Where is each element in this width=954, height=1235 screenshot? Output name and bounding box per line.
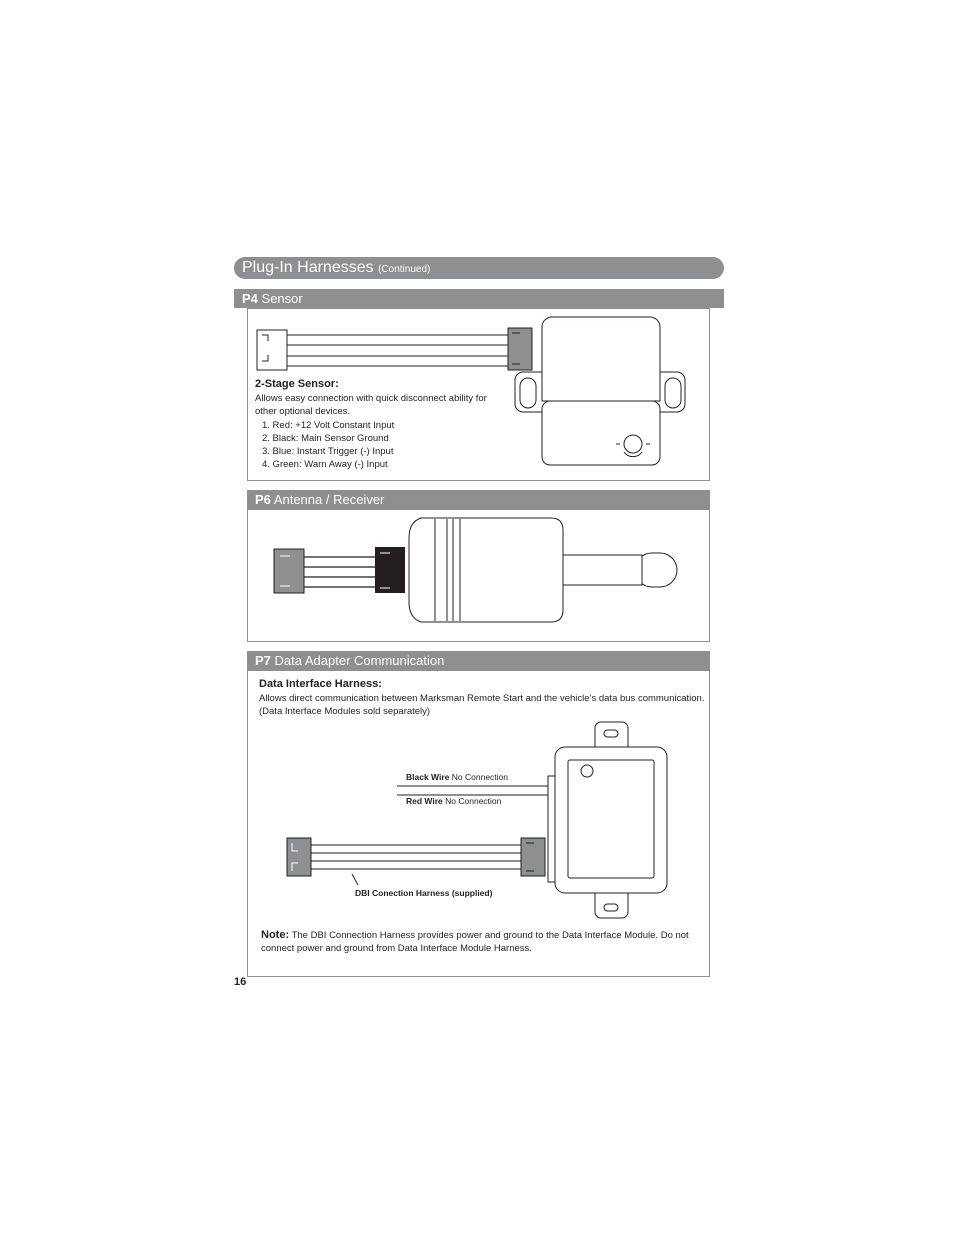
- page-number: 16: [234, 976, 247, 988]
- p4-name: Sensor: [261, 291, 303, 306]
- p7-description-line-1: Allows direct communication between Marksman Remote Start and the vehicle’s data bus communication.: [259, 693, 705, 704]
- p7-heading: Data Interface Harness:: [259, 678, 382, 690]
- p4-pin-4: 4. Green: Warn Away (-) Input: [262, 459, 388, 471]
- p6-panel: [247, 509, 710, 642]
- black-wire-status: No Connection: [451, 772, 508, 782]
- p4-heading: 2-Stage Sensor:: [255, 378, 339, 390]
- note-label: Note:: [261, 929, 290, 941]
- p6-name: Antenna / Receiver: [273, 492, 385, 507]
- p4-text-block: [255, 378, 495, 472]
- continued-label: (Continued): [378, 264, 431, 275]
- p7-heading-bar: [247, 651, 710, 670]
- black-wire-name: Black Wire: [406, 772, 450, 782]
- p7-name: Data Adapter Communication: [274, 653, 445, 668]
- harness-label: DBI Conection Harness (supplied): [355, 888, 493, 898]
- p7-text-block: [259, 678, 704, 719]
- black-wire-label: [406, 772, 508, 782]
- p6-code: P6: [255, 492, 271, 507]
- p4-heading-bar: [234, 289, 724, 308]
- p7-description-line-2: (Data Interface Modules sold separately): [259, 706, 431, 718]
- p6-heading-bar: [247, 490, 710, 509]
- note-line-2: connect power and ground from Data Interface Module Harness.: [261, 943, 532, 955]
- section-title: Plug-In Harnesses: [242, 259, 374, 276]
- p4-code: P4: [242, 291, 258, 306]
- red-wire-label: [406, 796, 501, 806]
- p4-pin-1: 1. Red: +12 Volt Constant Input: [262, 419, 395, 431]
- red-wire-status: No Connection: [445, 796, 502, 806]
- note-line-1: The DBI Connection Harness provides power and ground to the Data Interface Module. Do not: [291, 930, 689, 941]
- p7-code: P7: [255, 653, 271, 668]
- p4-description: Allows easy connection with quick disconnect ability for other optional devices.: [255, 393, 487, 418]
- p4-pin-2: 2. Black: Main Sensor Ground: [262, 432, 389, 444]
- red-wire-name: Red Wire: [406, 796, 443, 806]
- p7-note: [261, 929, 701, 956]
- p4-pin-3: 3. Blue: Instant Trigger (-) Input: [262, 446, 394, 458]
- section-header: [234, 257, 724, 279]
